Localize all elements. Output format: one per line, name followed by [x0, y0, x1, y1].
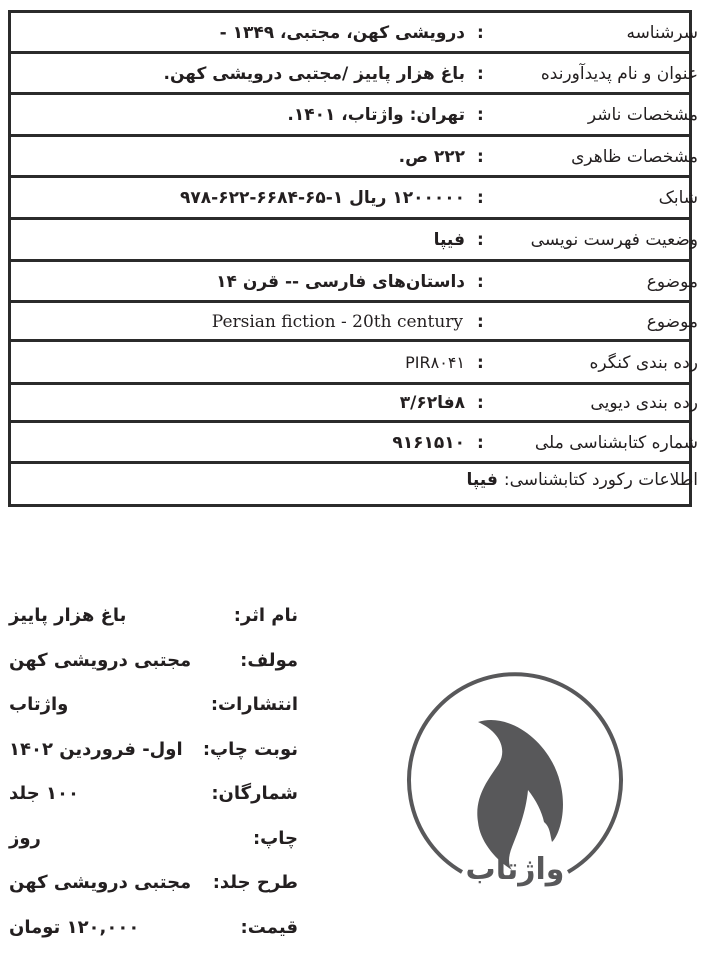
colophon-value: مجتبی درویشی کهن — [9, 649, 192, 671]
colophon-label: انتشارات: — [210, 693, 298, 715]
cataloging-table — [8, 10, 698, 507]
catalog-label: سرشناسه — [626, 23, 698, 43]
catalog-value: Persian fiction - 20th century — [211, 311, 463, 332]
catalog-row — [11, 420, 698, 462]
colophon-value: ۱۰۰ جلد — [9, 782, 79, 804]
colophon-label: چاپ: — [252, 827, 298, 849]
isbn-value: ۱۲۰۰۰۰۰ ریال ۱-۶۵-۶۶۸۴-۶۲۲-۹۷۸ — [180, 188, 465, 208]
colophon-value: واژتاب — [9, 693, 69, 715]
catalog-value: ۸فا۳/۶۲ — [399, 393, 465, 413]
colophon-label: قیمت: — [240, 916, 298, 938]
catalog-value: داستان‌های فارسی -- قرن ۱۴ — [216, 271, 465, 292]
catalog-row — [11, 134, 698, 176]
catalog-colon: : — [477, 105, 484, 125]
colophon-label: شمارگان: — [211, 782, 298, 804]
catalog-row — [11, 382, 698, 421]
catalog-row — [11, 92, 698, 135]
catalog-colon: : — [477, 146, 484, 167]
catalog-label: موضوع — [646, 311, 698, 332]
flame-shape — [477, 720, 563, 870]
colophon-value: ۱۲۰,۰۰۰ تومان — [9, 916, 140, 938]
catalog-row — [11, 175, 698, 218]
catalog-value: ۹۱۶۱۵۱۰ — [392, 432, 465, 453]
colophon-value: مجتبی درویشی کهن — [9, 871, 192, 893]
catalog-label: وضعیت فهرست نویسی — [530, 230, 698, 250]
catalog-value: ۲۲۲ ص. — [398, 146, 465, 167]
colophon-row — [0, 729, 310, 769]
catalog-label: شابک — [658, 188, 698, 208]
colophon-row — [0, 818, 310, 858]
catalog-colon: : — [477, 352, 484, 373]
colophon-row — [0, 595, 310, 635]
logo-text: واژتاب — [465, 852, 565, 887]
colophon-label: نوبت چاپ: — [202, 738, 298, 760]
colophon-value: باغ هزار پاییز — [9, 604, 127, 626]
publisher-logo — [400, 662, 630, 897]
colophon-value: روز — [9, 827, 41, 849]
catalog-colon: : — [477, 271, 484, 292]
catalog-value: تهران: واژتاب، ۱۴۰۱. — [287, 105, 465, 125]
catalog-label: رده بندی دیویی — [590, 393, 698, 413]
colophon-label: طرح جلد: — [212, 871, 298, 893]
colophon-label: نام اثر: — [233, 604, 298, 626]
colophon-row — [0, 907, 310, 947]
catalog-row — [11, 13, 698, 53]
colophon-row — [0, 773, 310, 813]
record-info-label: اطلاعات رکورد کتابشناسی: — [503, 470, 698, 490]
catalog-label: شماره کتابشناسی ملی — [534, 432, 698, 453]
colophon-value: اول- فروردین ۱۴۰۲ — [9, 738, 183, 760]
colophon-row — [0, 862, 310, 902]
record-info-value: فیپا — [466, 470, 498, 490]
catalog-row — [11, 51, 698, 93]
catalog-colon: : — [477, 393, 484, 413]
catalog-row-record-info — [11, 461, 698, 504]
catalog-label: رده بندی کنگره — [589, 352, 698, 373]
catalog-colon: : — [477, 311, 484, 332]
catalog-row — [11, 217, 698, 260]
catalog-label: موضوع — [646, 271, 698, 292]
catalog-value: باغ هزار پاییز /مجتبی درویشی کهن. — [163, 63, 465, 84]
catalog-colon: : — [477, 432, 484, 453]
catalog-colon: : — [477, 230, 484, 250]
colophon-row — [0, 640, 310, 680]
catalog-value: درویشی کهن، مجتبی، ۱۳۴۹ - — [219, 23, 465, 43]
catalog-value: PIR۸۰۴۱ — [405, 353, 465, 372]
catalog-row — [11, 259, 698, 301]
catalog-label: عنوان و نام پدیدآورنده — [540, 63, 698, 84]
catalog-colon: : — [477, 63, 484, 84]
catalog-label: مشخصات ناشر — [587, 105, 698, 125]
catalog-colon: : — [477, 188, 484, 208]
catalog-row — [11, 339, 698, 383]
colophon-row — [0, 684, 310, 724]
catalog-value: فیپا — [433, 230, 465, 250]
colophon-label: مولف: — [240, 649, 298, 671]
record-info — [466, 464, 698, 490]
catalog-label: مشخصات ظاهری — [571, 146, 698, 167]
catalog-colon: : — [477, 23, 484, 43]
catalog-row — [11, 300, 698, 340]
